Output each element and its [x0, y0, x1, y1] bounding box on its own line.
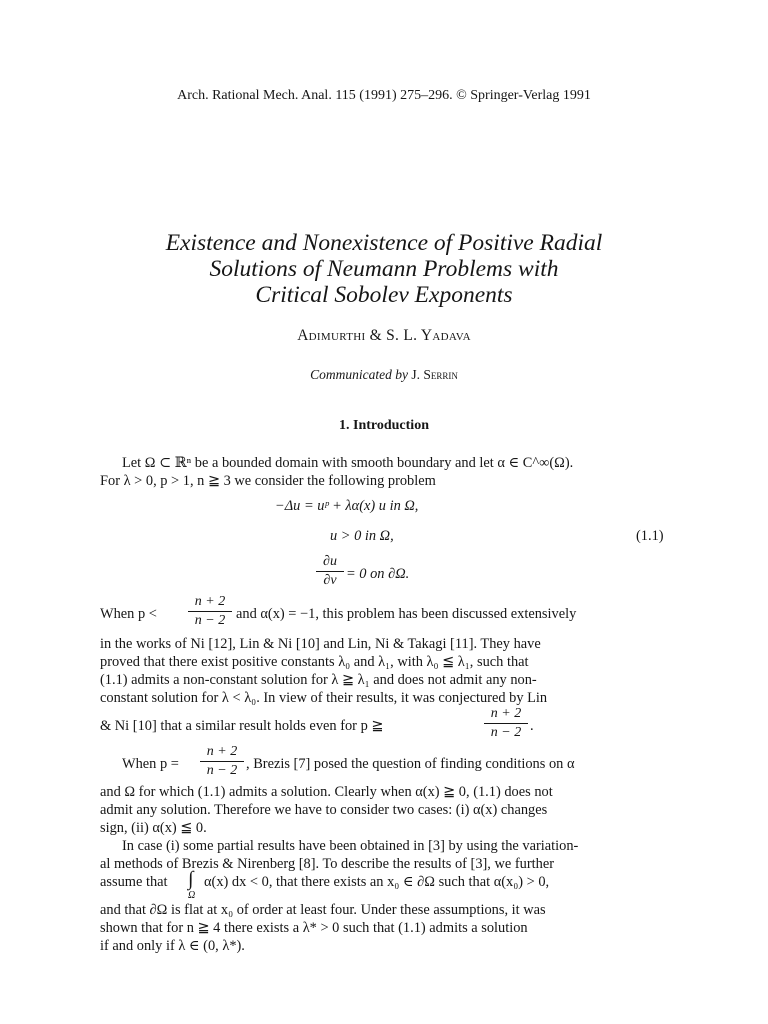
section-heading: 1. Introduction [339, 418, 429, 433]
when1-suffix: and α(x) = −1, this problem has been discussed extensively [236, 606, 577, 622]
integral-subscript: Ω [188, 890, 196, 901]
body-line-4: in the works of Ni [12], Lin & Ni [10] and Lin, Ni & Takagi [11]. They have [100, 636, 541, 652]
fraction-bar [200, 761, 244, 762]
fraction-bar [316, 571, 344, 572]
fraction-bar [484, 723, 528, 724]
authors: Adimurthi & S. L. Yadava [297, 327, 471, 344]
fraction-denominator: n − 2 [206, 763, 238, 778]
body-line-17: shown that for n ≧ 4 there exists a λ* > 0 such that (1.1) admits a solution [100, 920, 528, 936]
journal-citation: Arch. Rational Mech. Anal. 115 (1991) 275–296. © Springer-Verlag 1991 [177, 88, 591, 103]
title-line-1: Existence and Nonexistence of Positive Radial [165, 230, 603, 256]
when1-prefix: When p < [100, 606, 157, 622]
fraction-denominator: ∂ν [323, 573, 337, 588]
equation-line-3: = 0 on ∂Ω. [346, 566, 410, 582]
equation-line-2: u > 0 in Ω, [330, 528, 394, 544]
body-line-8: & Ni [10] that a similar result holds even for p ≧ [100, 718, 384, 734]
body-line-15-suffix: α(x) dx < 0, that there exists an x₀ ∈ ∂Ω such that α(x₀) > 0, [204, 874, 550, 890]
fraction-du-dnu [316, 554, 344, 589]
body-line-1: Let Ω ⊂ ℝⁿ be a bounded domain with smooth boundary and let α ∈ C^∞(Ω). [122, 455, 574, 471]
integral-sign: ∫ [188, 868, 194, 890]
when2-suffix: , Brezis [7] posed the question of finding conditions on α [246, 756, 575, 772]
fraction-numerator: ∂u [323, 554, 337, 569]
fraction-numerator: n + 2 [490, 706, 522, 721]
fraction-critical-exponent-3 [200, 744, 244, 779]
body-line-18: if and only if λ ∈ (0, λ*). [100, 938, 245, 954]
body-line-15-prefix: assume that [100, 874, 168, 890]
body-line-7: constant solution for λ < λ₀. In view of their results, it was conjectured by Lin [100, 690, 548, 706]
body-line-10: and Ω for which (1.1) admits a solution. Clearly when α(x) ≧ 0, (1.1) does not [100, 784, 553, 800]
fraction-critical-exponent-2 [484, 706, 528, 741]
fraction-denominator: n − 2 [490, 725, 522, 740]
body-line-6: (1.1) admits a non-constant solution for λ ≧ λ₁ and does not admit any non- [100, 672, 537, 688]
communicated-prefix: Communicated by [310, 367, 408, 382]
equation-number: (1.1) [636, 528, 664, 544]
fraction-denominator: n − 2 [194, 613, 226, 628]
body-line-16: and that ∂Ω is flat at x₀ of order at least four. Under these assumptions, it was [100, 902, 546, 918]
title-line-3: Critical Sobolev Exponents [255, 282, 513, 308]
body-line-8-period: . [530, 718, 534, 734]
body-line-11: admit any solution. Therefore we have to consider two cases: (i) α(x) changes [100, 802, 548, 818]
when2-prefix: When p = [122, 756, 179, 772]
body-line-13: In case (i) some partial results have been obtained in [3] by using the variation- [122, 838, 579, 854]
communicated-by [0, 367, 768, 383]
body-line-5: proved that there exist positive constants λ₀ and λ₁, with λ₀ ≦ λ₁, such that [100, 654, 529, 670]
title-line-2: Solutions of Neumann Problems with [209, 256, 559, 282]
body-line-2: For λ > 0, p > 1, n ≧ 3 we consider the following problem [100, 473, 436, 489]
equation-line-1: −Δu = uᵖ + λα(x) u in Ω, [275, 498, 419, 514]
body-line-12: sign, (ii) α(x) ≦ 0. [100, 820, 207, 836]
fraction-bar [188, 611, 232, 612]
communicated-name: J. Serrin [411, 367, 458, 382]
fraction-critical-exponent-1 [188, 594, 232, 629]
fraction-numerator: n + 2 [194, 594, 226, 609]
fraction-numerator: n + 2 [206, 744, 238, 759]
body-line-14: al methods of Brezis & Nirenberg [8]. To describe the results of [3], we further [100, 856, 555, 872]
